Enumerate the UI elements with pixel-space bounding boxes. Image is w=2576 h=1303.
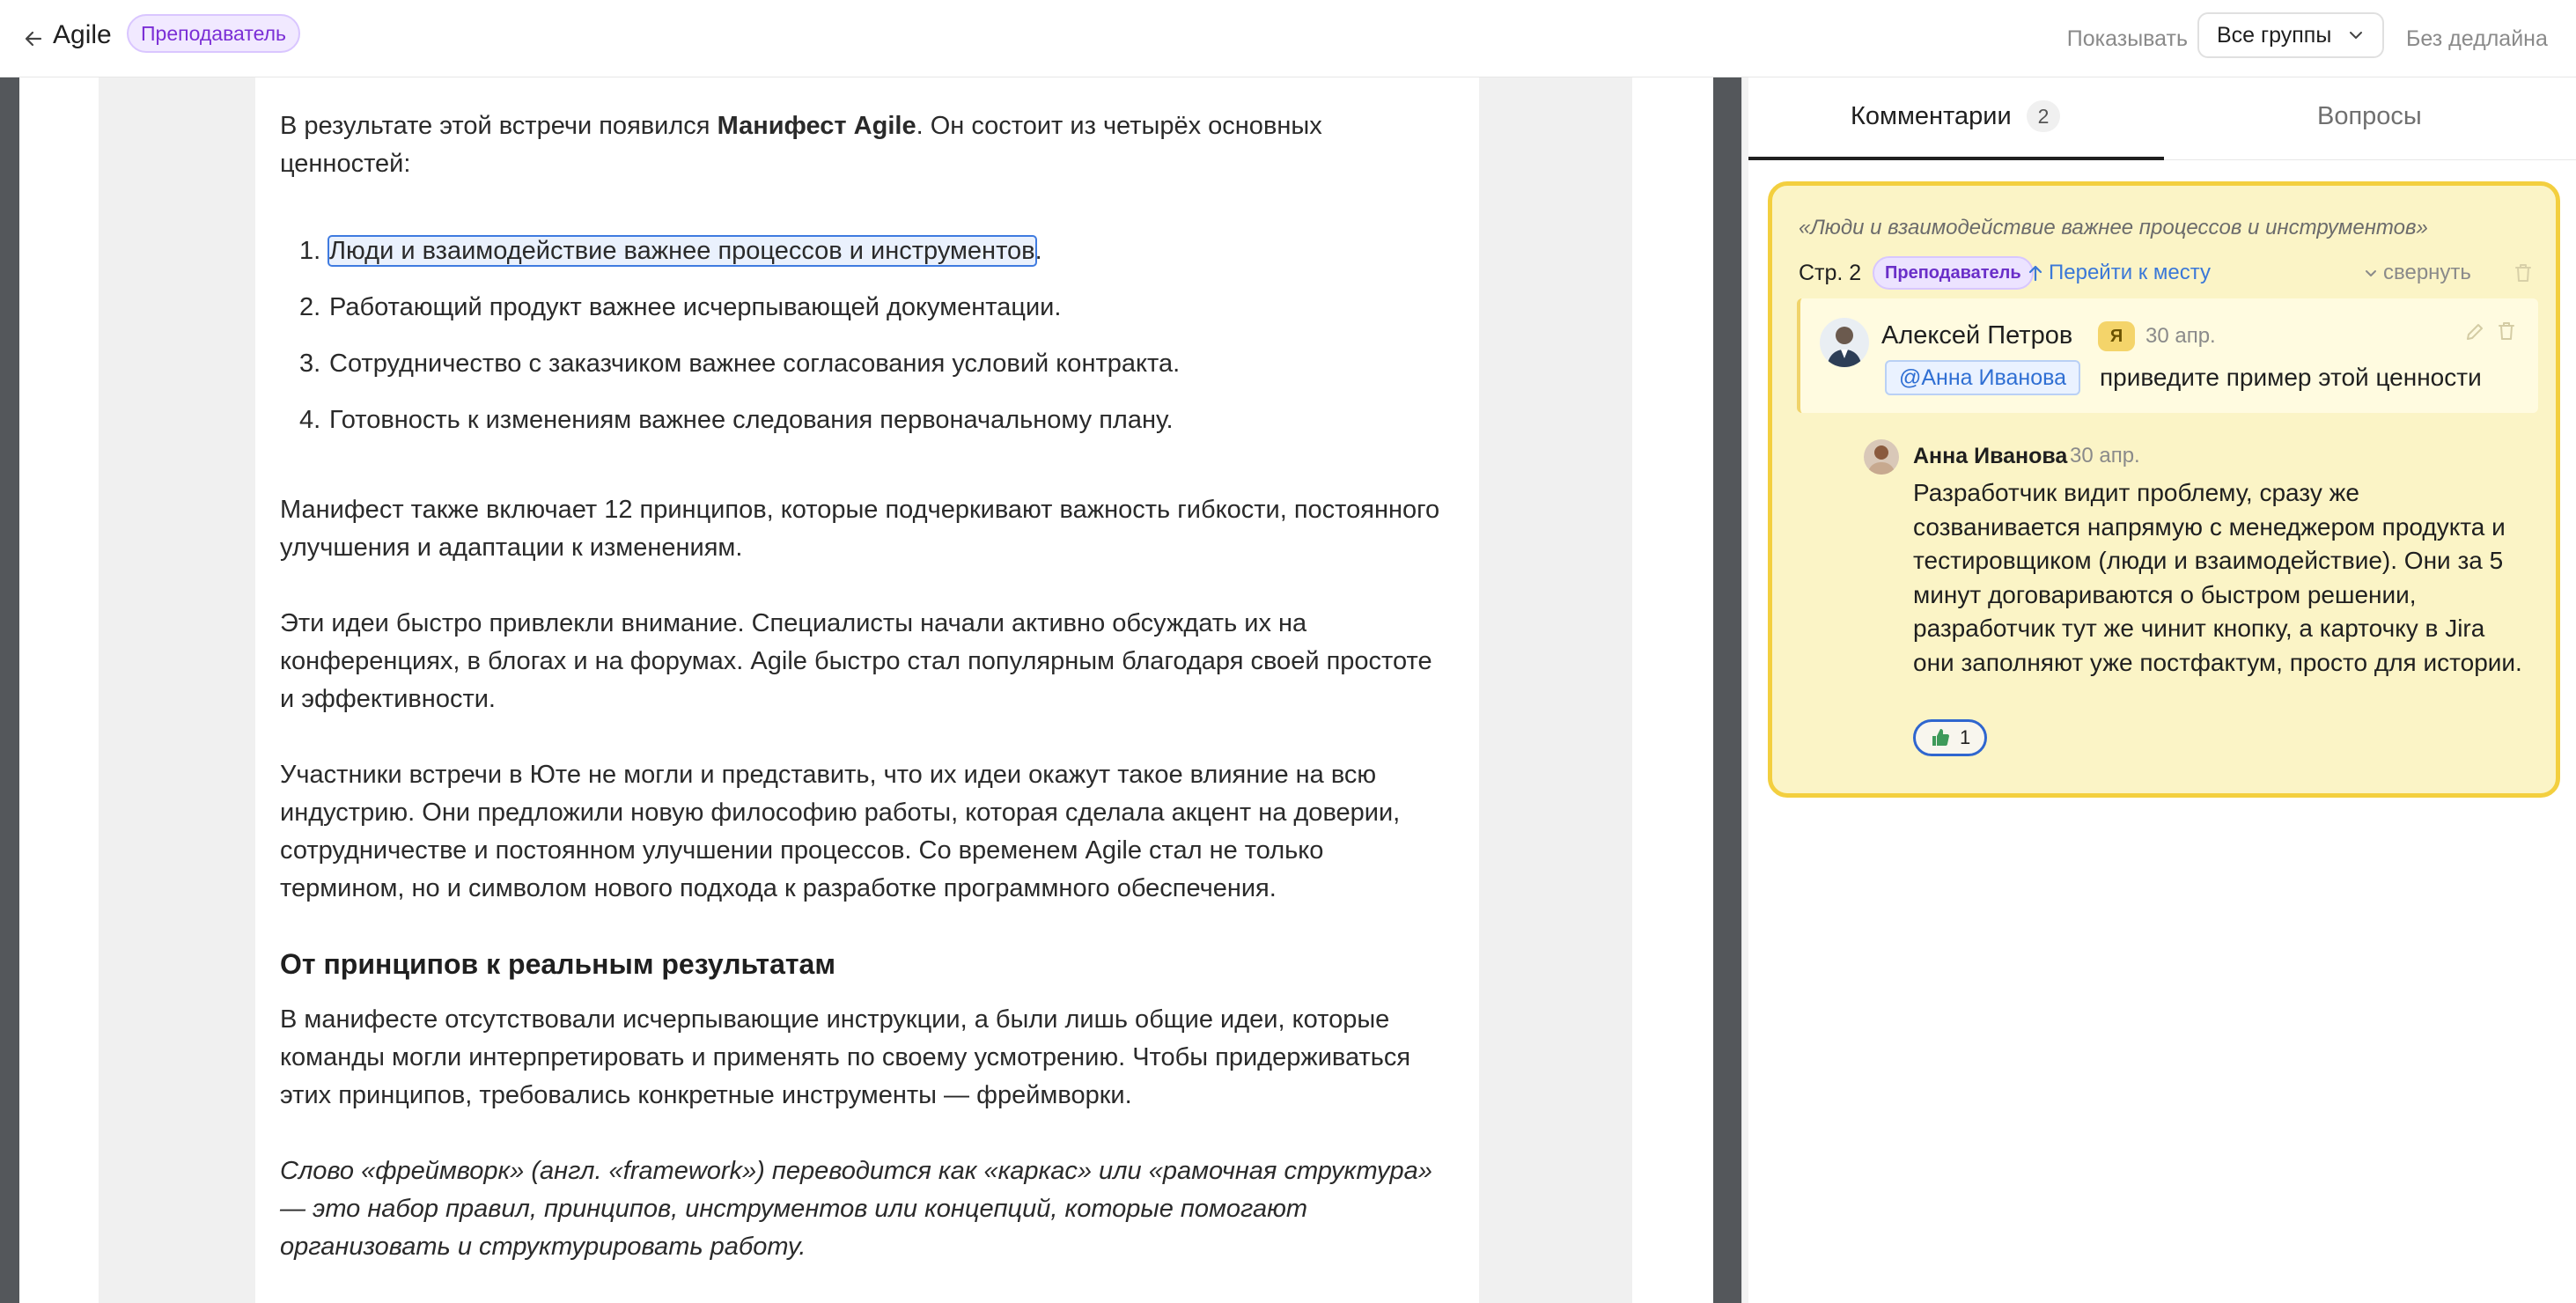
collapse-thread-button[interactable]: свернуть [2364, 258, 2471, 288]
me-badge: Я [2098, 321, 2135, 351]
pencil-icon[interactable] [2464, 321, 2485, 342]
list-item: 3. Сотрудничество с заказчиком важнее согласования условий контракта. [299, 350, 1181, 378]
tab-comments[interactable]: Комментарии [1851, 102, 2012, 130]
avatar [1820, 318, 1869, 367]
comment-author: Алексей Петров [1881, 321, 2073, 350]
role-badge: Преподаватель [1873, 256, 2034, 290]
back-button[interactable] [16, 21, 51, 56]
panel-divider[interactable] [1713, 77, 1741, 1303]
paragraph: Эти идеи быстро привлекли внимание. Специалисты начали активно обсуждать их на конференциях, в блогах и на форумах. Agile быстро стал популярным благодаря своей простоте и эффективности. [280, 609, 1432, 713]
mention-chip[interactable]: @Анна Иванова [1885, 360, 2080, 395]
goto-location-link[interactable]: Перейти к месту [2028, 258, 2211, 288]
arrow-up-icon [2028, 264, 2043, 282]
comment-thread-card[interactable] [1768, 181, 2560, 798]
manifesto-bold: Манифест Agile [717, 112, 916, 140]
chevron-down-icon [2364, 266, 2378, 280]
panel-tabs [1748, 77, 2576, 160]
reply-text: Разработчик видит проблему, сразу же созванивается напрямую с менеджером продукта и тестировщиком (люди и взаимодействие). Они за 5 минут договариваются о быстром решении, разработчик тут же чинит кнопку, а карточку в Jira они заполняют уже постфактум, просто для истории. [1913, 479, 2522, 676]
page-reference: Стр. 2 [1799, 261, 1862, 285]
arrow-left-icon [23, 28, 44, 49]
list-item: 4. Готовность к изменениям важнее следования первоначальному плану. [299, 406, 1174, 434]
section-heading: От принципов к реальным результатам [280, 948, 835, 980]
reply-date: 30 апр. [2070, 444, 2140, 467]
like-count: 1 [1960, 726, 1971, 748]
like-button[interactable] [1913, 719, 1987, 756]
list-item: 2. Работающий продукт важнее исчерпывающей документации. [299, 293, 1062, 321]
comment-date: 30 апр. [2145, 324, 2216, 348]
panel-divider-edge [1741, 77, 1748, 1303]
intro-paragraph: В результате этой встречи появился Манифест Agile. Он состоит из четырёх основных ценностей: [280, 112, 1322, 178]
group-select[interactable] [2197, 12, 2384, 58]
chevron-down-icon [2347, 26, 2365, 44]
highlighted-text[interactable]: Люди и взаимодействие важнее процессов и инструментов [329, 237, 1035, 265]
deadline-filter[interactable]: Без дедлайна [2406, 26, 2548, 51]
active-tab-indicator [1748, 157, 2164, 160]
document-content [280, 107, 1442, 1303]
comments-count-badge: 2 [2027, 100, 2060, 132]
trash-icon[interactable] [2496, 320, 2517, 342]
comment [1797, 298, 2538, 413]
thumbs-up-icon [1930, 727, 1951, 748]
left-margin [19, 77, 99, 1303]
right-margin [1632, 77, 1713, 1303]
comment-text: приведите пример этой ценности [2100, 364, 2482, 391]
paragraph: Манифест также включает 12 принципов, которые подчеркивают важность гибкости, постоянного улучшения и адаптации к изменениям. [280, 496, 1440, 562]
show-label: Показывать [2066, 26, 2188, 51]
left-scroll-gutter [0, 77, 19, 1303]
list-item: 1. Люди и взаимодействие важнее процессов и инструментов. [299, 237, 1042, 265]
paragraph: В манифесте отсутствовали исчерпывающие инструкции, а были лишь общие идеи, которые команды могли интерпретировать и применять по своему усмотрению. Чтобы придерживаться этих принципов, требовались конкретные инструменты — фреймворки. [280, 1005, 1411, 1109]
group-select-value: Все группы [2217, 22, 2332, 48]
page-title: Agile [53, 20, 112, 49]
values-list [280, 232, 1442, 439]
reply-author: Анна Иванова [1913, 444, 2068, 468]
quoted-text: «Люди и взаимодействие важнее процессов и инструментов» [1799, 216, 2428, 239]
role-badge: Преподаватель [127, 14, 300, 53]
paragraph: Участники встречи в Юте не могли и представить, что их идеи окажут такое влияние на всю индустрию. Они предложили новую философию работы, которая сделала акцент на доверии, сотрудничестве и постоянном улучшении процессов. Со временем Agile стал не только термином, но и символом нового подхода к разработке программного обеспечения. [280, 761, 1401, 902]
trash-icon[interactable] [2512, 261, 2535, 284]
tab-questions[interactable]: Вопросы [2317, 102, 2422, 130]
avatar [1864, 439, 1899, 475]
comments-panel [1748, 77, 2576, 1303]
top-bar [0, 0, 2576, 77]
paragraph-italic: Слово «фреймворк» (англ. «framework») переводится как «каркас» или «рамочная структура» — это набор правил, принципов, инструментов или концепций, которые помогают организовать и структурировать работу. [280, 1157, 1432, 1261]
